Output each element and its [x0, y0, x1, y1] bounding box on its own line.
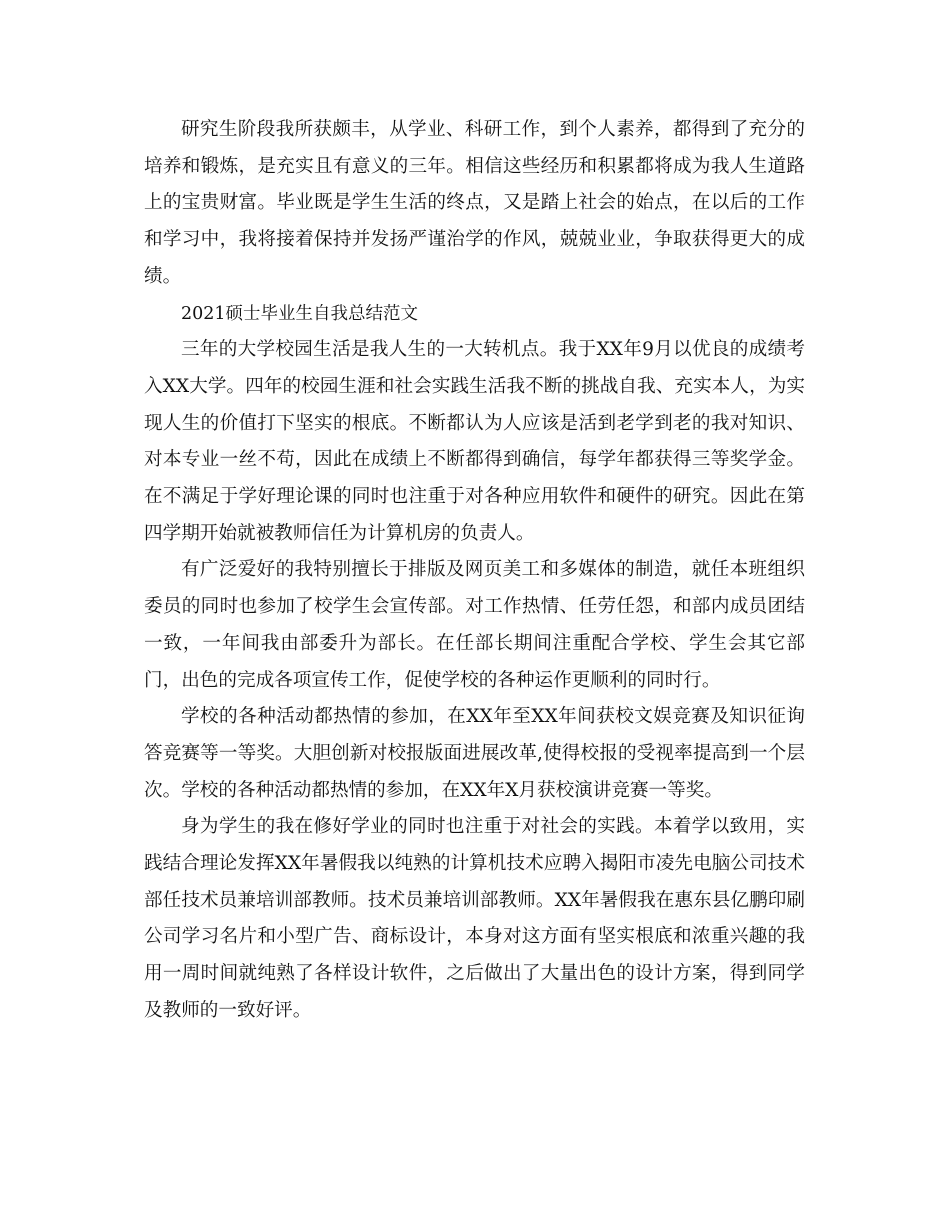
document-page [144, 112, 805, 1030]
paragraph-social-practice: 身为学生的我在修好学业的同时也注重于对社会的实践。本着学以致用，实践结合理论发挥XX年暑假我以纯熟的计算机技术应聘入揭阳市凌先电脑公司技术部任技术员兼培训部教师。技术员兼培训部教师。XX年暑假我在惠东县亿鹏印刷公司学习名片和小型广告、商标设计，本身对这方面有坚实根底和浓重兴趣的我用一周时间就纯熟了各样设计软件，之后做出了大量出色的设计方案，得到同学及教师的一致好评。 [144, 816, 805, 1021]
section-title: 2021硕士毕业生自我总结范文 [181, 303, 419, 324]
paragraph-hobbies: 有广泛爱好的我特别擅长于排版及网页美工和多媒体的制造，就任本班组织委员的同时也参加了校学生会宣传部。对工作热情、任劳任怨，和部内成员团结一致，一年间我由部委升为部长。在任部长期间注重配合学校、学生会其它部门，出色的完成各项宣传工作，促使学校的各种运作更顺利的同时行。 [144, 559, 805, 691]
paragraph-university-life: 三年的大学校园生活是我人生的一大转机点。我于XX年9月以优良的成绩考入XX大学。四年的校园生涯和社会实践生活我不断的挑战自我、充实本人，为实现人生的价值打下坚实的根底。不断都认为人应该是活到老学到老的我对知识、对本专业一丝不苟，因此在成绩上不断都得到确信，每学年都获得三等奖学金。在不满足于学好理论课的同时也注重于对各种应用软件和硬件的研究。因此在第四学期开始就被教师信任为计算机房的负责人。 [144, 339, 805, 544]
paragraph-activities: 学校的各种活动都热情的参加，在XX年至XX年间获校文娱竞赛及知识征询答竞赛等一等奖。大胆创新对校报版面进展改革,使得校报的受视率提高到一个层次。学校的各种活动都热情的参加，在XX年X月获校演讲竞赛一等奖。 [144, 706, 805, 801]
paragraph-conclusion: 研究生阶段我所获颇丰，从学业、科研工作，到个人素养，都得到了充分的培养和锻炼，是充实且有意义的三年。相信这些经历和积累都将成为我人生道路上的宝贵财富。毕业既是学生生活的终点，又是踏上社会的始点，在以后的工作和学习中，我将接着保持并发扬严谨治学的作风，兢兢业业，争取获得更大的成绩。 [144, 119, 805, 287]
